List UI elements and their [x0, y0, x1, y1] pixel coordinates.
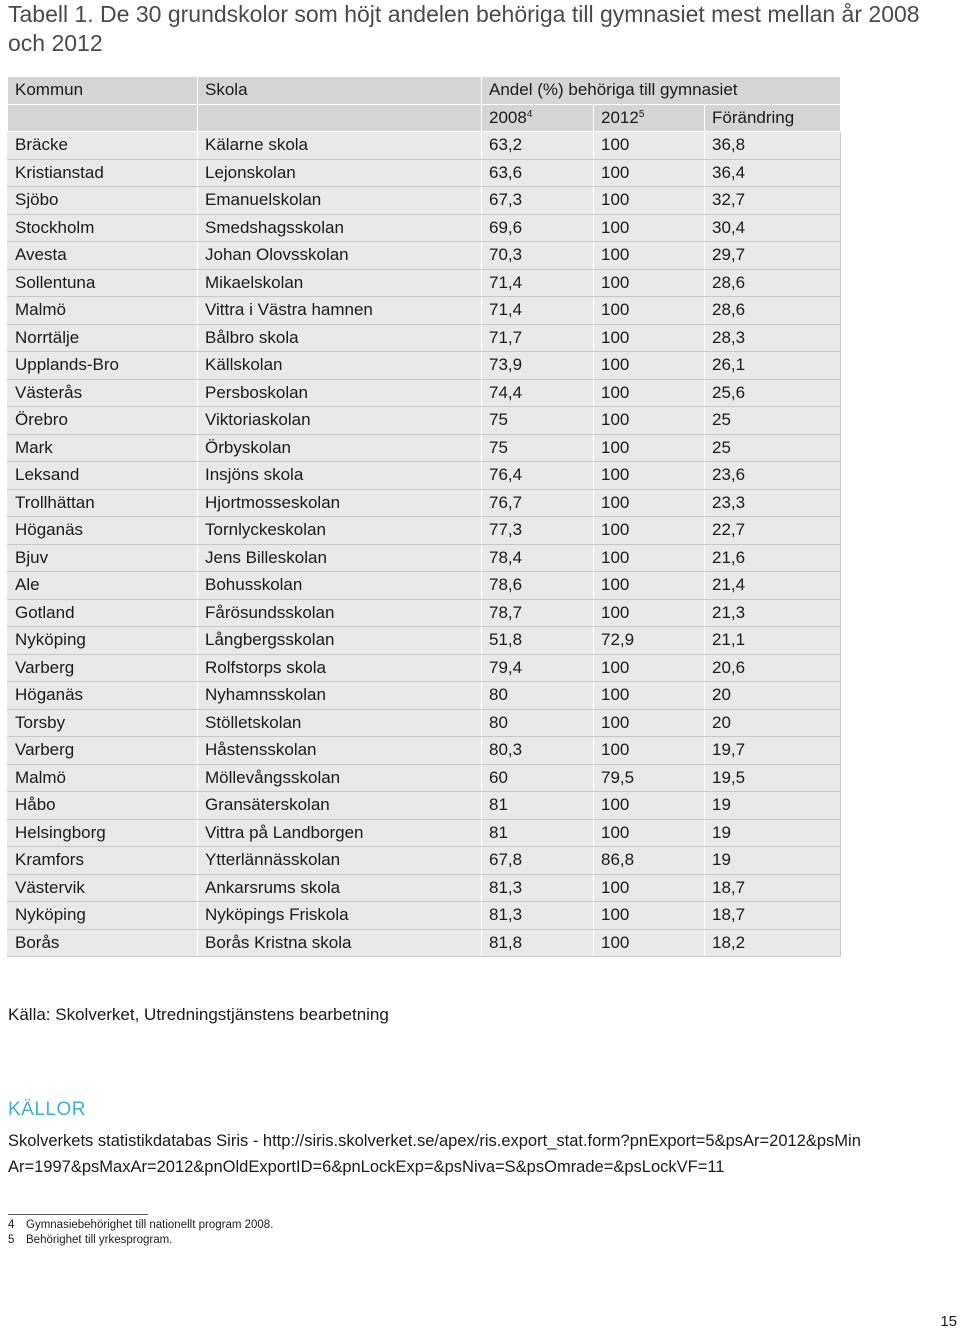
header-2008-label: 2008 — [489, 107, 527, 127]
footnote-ref-4: 4 — [526, 108, 533, 120]
table-title: Tabell 1. De 30 grundskolor som höjt andelen behöriga till gymnasiet mest mellan år 2008 och 2012 — [8, 1, 920, 56]
kommun-cell: Varberg — [8, 654, 198, 682]
reference-url-line-2[interactable]: Ar=1997&psMaxAr=2012&pnOldExportID=6&pnLockExp=&psNiva=S&psOmrade=&psLockVF=11 — [8, 1158, 725, 1176]
kommun-cell: Avesta — [8, 242, 198, 270]
andel-2012-cell: 79,5 — [594, 764, 705, 792]
header-2012-label: 2012 — [601, 107, 639, 127]
skola-cell: Ankarsrums skola — [198, 874, 482, 902]
change-cell: 19 — [705, 819, 841, 847]
kommun-cell: Västervik — [8, 874, 198, 902]
skola-cell: Tornlyckeskolan — [198, 517, 482, 545]
andel-2012-cell: 100 — [594, 654, 705, 682]
table-row — [8, 242, 841, 270]
change-cell: 36,8 — [705, 132, 841, 160]
kommun-cell: Kristianstad — [8, 159, 198, 187]
table-row — [8, 379, 841, 407]
skola-cell: Bålbro skola — [198, 324, 482, 352]
kommun-cell: Upplands-Bro — [8, 352, 198, 380]
table-row — [8, 627, 841, 655]
andel-2012-cell: 100 — [594, 792, 705, 820]
andel-2008-cell: 71,4 — [482, 297, 594, 325]
andel-2012-cell: 100 — [594, 269, 705, 297]
footnote-4 — [8, 1219, 273, 1231]
table-row — [8, 269, 841, 297]
change-cell: 23,6 — [705, 462, 841, 490]
skola-cell: Johan Olovsskolan — [198, 242, 482, 270]
skola-cell: Möllevångsskolan — [198, 764, 482, 792]
change-cell: 25 — [705, 407, 841, 435]
andel-2012-cell: 100 — [594, 132, 705, 160]
andel-2008-cell: 78,4 — [482, 544, 594, 572]
skola-cell: Rolfstorps skola — [198, 654, 482, 682]
andel-2008-cell: 76,7 — [482, 489, 594, 517]
kommun-cell: Västerås — [8, 379, 198, 407]
skola-cell: Ytterlännässkolan — [198, 847, 482, 875]
table-row — [8, 352, 841, 380]
change-cell: 21,3 — [705, 599, 841, 627]
change-cell: 18,2 — [705, 929, 841, 957]
andel-2008-cell: 76,4 — [482, 462, 594, 490]
references-heading: KÄLLOR — [8, 1099, 86, 1120]
change-cell: 26,1 — [705, 352, 841, 380]
andel-2012-cell: 100 — [594, 242, 705, 270]
table-row — [8, 159, 841, 187]
andel-2008-cell: 69,6 — [482, 214, 594, 242]
skola-cell: Nyhamnsskolan — [198, 682, 482, 710]
andel-2008-cell: 78,6 — [482, 572, 594, 600]
andel-2008-cell: 78,7 — [482, 599, 594, 627]
andel-2008-cell: 81,3 — [482, 902, 594, 930]
table-row — [8, 462, 841, 490]
andel-2012-cell: 72,9 — [594, 627, 705, 655]
header-row-2 — [8, 104, 841, 132]
change-cell: 28,3 — [705, 324, 841, 352]
andel-2008-cell: 73,9 — [482, 352, 594, 380]
change-cell: 18,7 — [705, 874, 841, 902]
change-cell: 22,7 — [705, 517, 841, 545]
change-cell: 21,4 — [705, 572, 841, 600]
footnote-number: 5 — [8, 1234, 15, 1246]
skola-cell: Bohusskolan — [198, 572, 482, 600]
kommun-cell: Leksand — [8, 462, 198, 490]
skola-cell: Persboskolan — [198, 379, 482, 407]
skola-cell: Nyköpings Friskola — [198, 902, 482, 930]
change-cell: 21,1 — [705, 627, 841, 655]
andel-2008-cell: 77,3 — [482, 517, 594, 545]
andel-2012-cell: 100 — [594, 352, 705, 380]
andel-2012-cell: 100 — [594, 737, 705, 765]
kommun-cell: Sollentuna — [8, 269, 198, 297]
andel-2008-cell: 63,2 — [482, 132, 594, 160]
andel-2012-cell: 100 — [594, 682, 705, 710]
andel-2008-cell: 60 — [482, 764, 594, 792]
kommun-cell: Örebro — [8, 407, 198, 435]
skola-cell: Vittra på Landborgen — [198, 819, 482, 847]
kommun-cell: Helsingborg — [8, 819, 198, 847]
change-cell: 21,6 — [705, 544, 841, 572]
kommun-cell: Varberg — [8, 737, 198, 765]
header-empty-2 — [198, 104, 482, 132]
header-2012 — [594, 104, 705, 132]
change-cell: 20,6 — [705, 654, 841, 682]
table-row — [8, 737, 841, 765]
andel-2012-cell: 100 — [594, 324, 705, 352]
andel-2012-cell: 100 — [594, 434, 705, 462]
skola-cell: Fårösundsskolan — [198, 599, 482, 627]
header-andel: Andel (%) behöriga till gymnasiet — [482, 77, 841, 105]
andel-2012-cell: 100 — [594, 929, 705, 957]
kommun-cell: Mark — [8, 434, 198, 462]
table-row — [8, 214, 841, 242]
andel-2012-cell: 86,8 — [594, 847, 705, 875]
andel-2008-cell: 81 — [482, 792, 594, 820]
kommun-cell: Malmö — [8, 297, 198, 325]
andel-2008-cell: 67,8 — [482, 847, 594, 875]
kommun-cell: Bräcke — [8, 132, 198, 160]
change-cell: 20 — [705, 709, 841, 737]
kommun-cell: Malmö — [8, 764, 198, 792]
change-cell: 19 — [705, 792, 841, 820]
kommun-cell: Norrtälje — [8, 324, 198, 352]
table-row — [8, 187, 841, 215]
table-row — [8, 682, 841, 710]
skola-cell: Stölletskolan — [198, 709, 482, 737]
skola-cell: Emanuelskolan — [198, 187, 482, 215]
andel-2008-cell: 80 — [482, 682, 594, 710]
andel-2012-cell: 100 — [594, 379, 705, 407]
andel-2008-cell: 81,3 — [482, 874, 594, 902]
skola-cell: Mikaelskolan — [198, 269, 482, 297]
change-cell: 28,6 — [705, 297, 841, 325]
skola-cell: Vittra i Västra hamnen — [198, 297, 482, 325]
footnote-divider — [8, 1214, 148, 1215]
andel-2012-cell: 100 — [594, 407, 705, 435]
kommun-cell: Sjöbo — [8, 187, 198, 215]
table-row — [8, 544, 841, 572]
change-cell: 20 — [705, 682, 841, 710]
table-row — [8, 902, 841, 930]
table-row — [8, 489, 841, 517]
andel-2012-cell: 100 — [594, 159, 705, 187]
andel-2008-cell: 70,3 — [482, 242, 594, 270]
table-row — [8, 132, 841, 160]
andel-2008-cell: 81 — [482, 819, 594, 847]
kommun-cell: Bjuv — [8, 544, 198, 572]
footnote-text: Behörighet till yrkesprogram. — [26, 1234, 173, 1246]
change-cell: 30,4 — [705, 214, 841, 242]
andel-2008-cell: 63,6 — [482, 159, 594, 187]
table-row — [8, 572, 841, 600]
skola-cell: Kälarne skola — [198, 132, 482, 160]
table-row — [8, 709, 841, 737]
andel-2008-cell: 79,4 — [482, 654, 594, 682]
header-2008 — [482, 104, 594, 132]
kommun-cell: Torsby — [8, 709, 198, 737]
table-row — [8, 874, 841, 902]
change-cell: 36,4 — [705, 159, 841, 187]
skola-cell: Lejonskolan — [198, 159, 482, 187]
table-row — [8, 764, 841, 792]
andel-2012-cell: 100 — [594, 489, 705, 517]
change-cell: 19 — [705, 847, 841, 875]
table-row — [8, 819, 841, 847]
table-row — [8, 599, 841, 627]
andel-2012-cell: 100 — [594, 572, 705, 600]
skola-cell: Viktoriaskolan — [198, 407, 482, 435]
footnote-ref-5: 5 — [638, 108, 645, 120]
skola-cell: Långbergsskolan — [198, 627, 482, 655]
andel-2012-cell: 100 — [594, 297, 705, 325]
kommun-cell: Kramfors — [8, 847, 198, 875]
change-cell: 25 — [705, 434, 841, 462]
kommun-cell: Höganäs — [8, 517, 198, 545]
footnote-5 — [8, 1234, 172, 1246]
change-cell: 32,7 — [705, 187, 841, 215]
header-change: Förändring — [705, 104, 841, 132]
change-cell: 23,3 — [705, 489, 841, 517]
andel-2008-cell: 51,8 — [482, 627, 594, 655]
header-skola: Skola — [198, 77, 482, 105]
andel-2008-cell: 80,3 — [482, 737, 594, 765]
skola-cell: Borås Kristna skola — [198, 929, 482, 957]
skola-cell: Jens Billeskolan — [198, 544, 482, 572]
andel-2012-cell: 100 — [594, 709, 705, 737]
andel-2012-cell: 100 — [594, 214, 705, 242]
kommun-cell: Höganäs — [8, 682, 198, 710]
andel-2012-cell: 100 — [594, 544, 705, 572]
kommun-cell: Håbo — [8, 792, 198, 820]
change-cell: 19,5 — [705, 764, 841, 792]
kommun-cell: Trollhättan — [8, 489, 198, 517]
table-row — [8, 517, 841, 545]
skola-cell: Källskolan — [198, 352, 482, 380]
andel-2008-cell: 81,8 — [482, 929, 594, 957]
table-row — [8, 792, 841, 820]
table-row — [8, 297, 841, 325]
andel-2008-cell: 75 — [482, 407, 594, 435]
change-cell: 29,7 — [705, 242, 841, 270]
skola-cell: Hjortmosseskolan — [198, 489, 482, 517]
school-table — [7, 76, 841, 957]
change-cell: 18,7 — [705, 902, 841, 930]
kommun-cell: Gotland — [8, 599, 198, 627]
table-row — [8, 324, 841, 352]
skola-cell: Insjöns skola — [198, 462, 482, 490]
header-kommun: Kommun — [8, 77, 198, 105]
andel-2008-cell: 67,3 — [482, 187, 594, 215]
skola-cell: Gransäterskolan — [198, 792, 482, 820]
source-note: Källa: Skolverket, Utredningstjänstens bearbetning — [8, 1005, 389, 1024]
andel-2008-cell: 75 — [482, 434, 594, 462]
change-cell: 28,6 — [705, 269, 841, 297]
skola-cell: Smedshagsskolan — [198, 214, 482, 242]
andel-2008-cell: 74,4 — [482, 379, 594, 407]
header-empty-1 — [8, 104, 198, 132]
andel-2008-cell: 71,7 — [482, 324, 594, 352]
table-row — [8, 654, 841, 682]
kommun-cell: Nyköping — [8, 627, 198, 655]
footnote-text: Gymnasiebehörighet till nationellt program 2008. — [26, 1219, 274, 1231]
table-row — [8, 929, 841, 957]
kommun-cell: Nyköping — [8, 902, 198, 930]
andel-2008-cell: 80 — [482, 709, 594, 737]
skola-cell: Örbyskolan — [198, 434, 482, 462]
andel-2012-cell: 100 — [594, 902, 705, 930]
change-cell: 19,7 — [705, 737, 841, 765]
andel-2012-cell: 100 — [594, 517, 705, 545]
kommun-cell: Borås — [8, 929, 198, 957]
table-row — [8, 407, 841, 435]
andel-2012-cell: 100 — [594, 819, 705, 847]
andel-2012-cell: 100 — [594, 599, 705, 627]
table-row — [8, 434, 841, 462]
reference-url-line-1[interactable]: Skolverkets statistikdatabas Siris - http://siris.skolverket.se/apex/ris.export_stat.form?pnExport=5&psAr=2012&psMin — [8, 1132, 861, 1150]
kommun-cell: Ale — [8, 572, 198, 600]
andel-2012-cell: 100 — [594, 187, 705, 215]
change-cell: 25,6 — [705, 379, 841, 407]
andel-2012-cell: 100 — [594, 462, 705, 490]
andel-2012-cell: 100 — [594, 874, 705, 902]
header-row-1 — [8, 77, 841, 105]
skola-cell: Håstensskolan — [198, 737, 482, 765]
page-number: 15 — [940, 1313, 957, 1330]
table-row — [8, 847, 841, 875]
footnote-number: 4 — [8, 1219, 15, 1231]
andel-2008-cell: 71,4 — [482, 269, 594, 297]
kommun-cell: Stockholm — [8, 214, 198, 242]
